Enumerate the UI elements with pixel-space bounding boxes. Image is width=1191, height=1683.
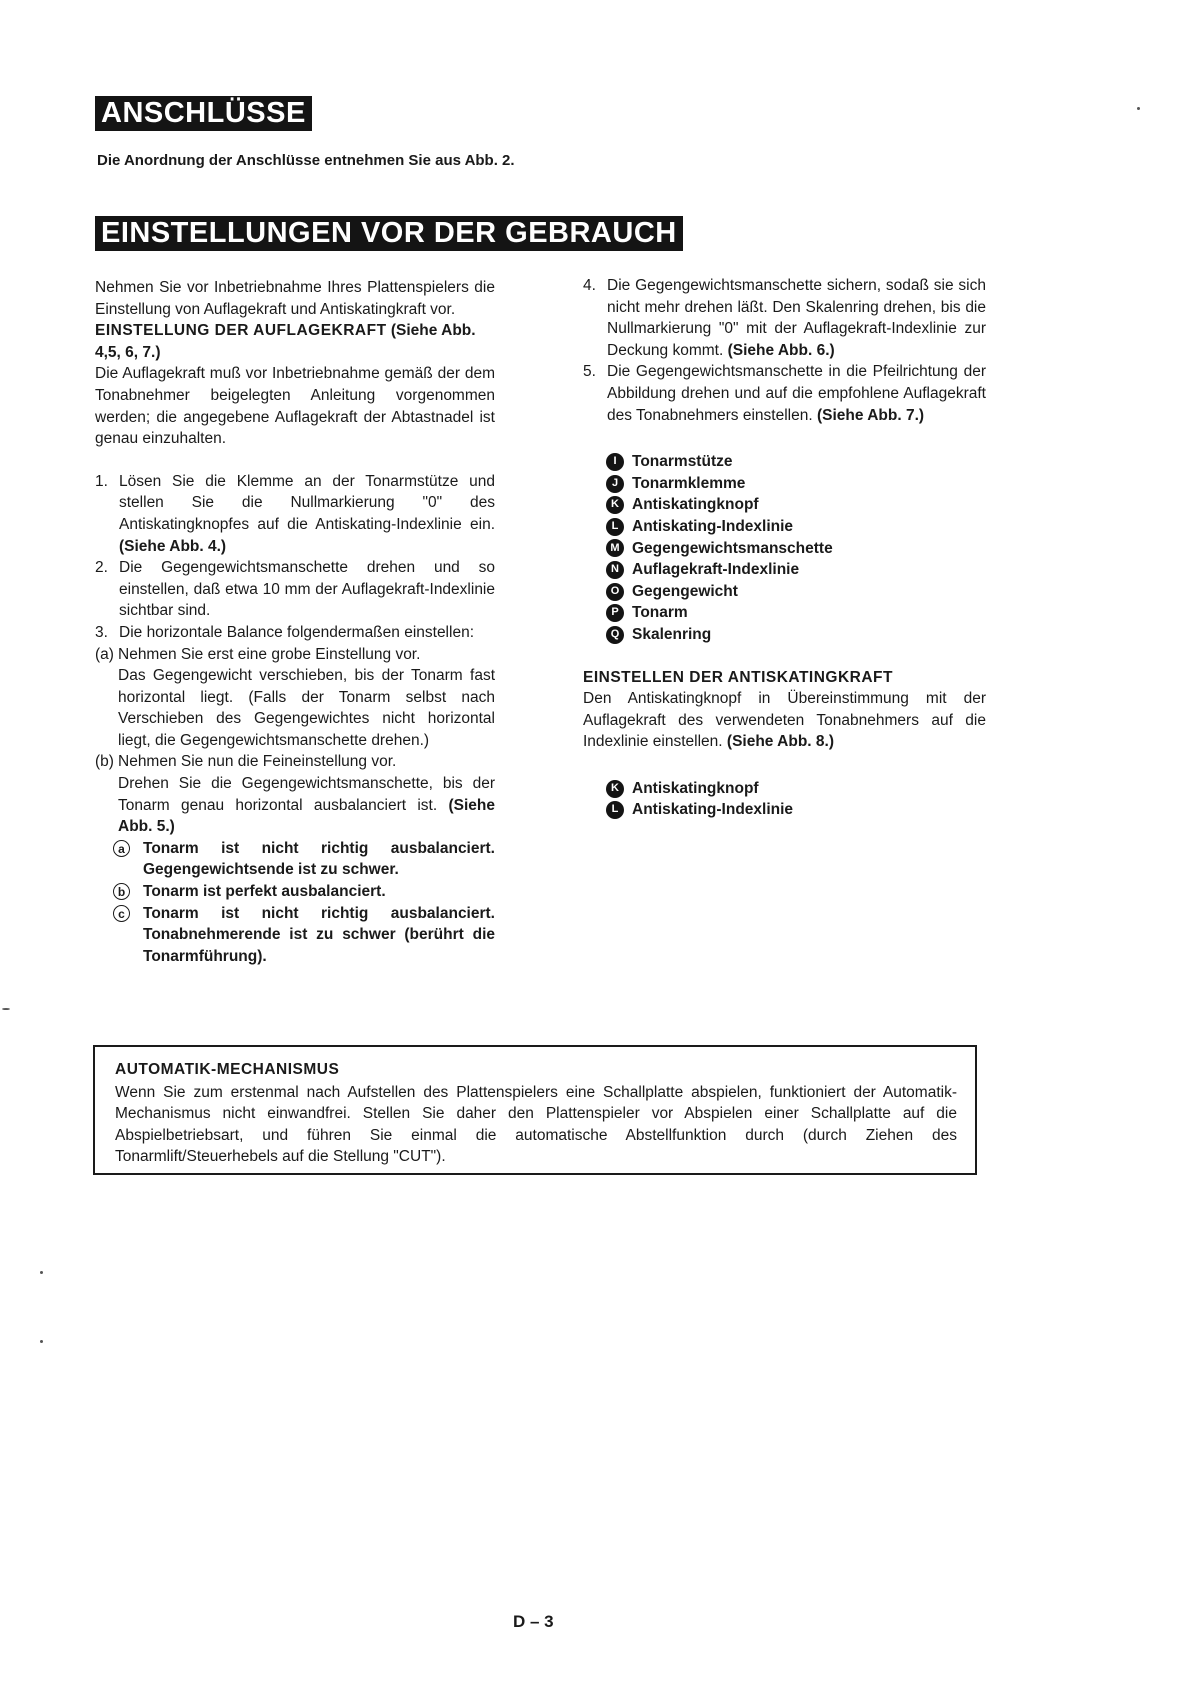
step-number: 4.: [583, 277, 596, 294]
step-5: [583, 361, 986, 426]
intro-paragraph: Nehmen Sie vor Inbetriebnahme Ihres Plattenspielers die Einstellung von Auflagekraft und Antiskatingkraft vor.: [95, 279, 495, 318]
scan-speck: [1137, 107, 1140, 110]
antiskating-text: Den Antiskatingknopf in Übereinstimmung mit der Auflagekraft des verwendeten Tonabnehmers auf die Indexlinie einstellen. (Siehe Abb. 8.): [583, 690, 986, 751]
scan-speck: [40, 1271, 43, 1274]
circled-a-icon: a: [113, 840, 130, 857]
legend-item: P Tonarm: [583, 602, 986, 624]
letter-p-icon: P: [606, 604, 624, 622]
letter-l-icon: L: [606, 801, 624, 819]
parts-legend: [583, 451, 986, 645]
balance-note-text: Tonarm ist nicht richtig ausbalanciert. Tonabnehmerende ist zu schwer (berührt die Tonarmführung).: [143, 904, 495, 965]
antiskating-heading: EINSTELLEN DER ANTISKATINGKRAFT: [583, 668, 893, 686]
auflagekraft-ref: (Siehe Abb. 4,5, 6, 7.): [95, 322, 476, 361]
balance-note-text: Tonarm ist nicht richtig ausbalanciert. Gegengewichtsende ist zu schwer.: [143, 839, 495, 879]
balance-note-c: [95, 903, 495, 968]
letter-j-icon: J: [606, 475, 624, 493]
right-column: [583, 275, 986, 821]
step-number: 2.: [95, 559, 108, 577]
step-4: [583, 275, 986, 361]
auflagekraft-heading-line: [95, 320, 495, 363]
step-text: Die Gegengewichtsmanschette sichern, sodaß sie sich nicht mehr drehen läßt. Den Skalenring drehen, bis die Nullmarkierung "0" mit der Auflagekraft-Indexlinie zur Deckung kommt. (Siehe Abb. 6.): [607, 277, 986, 359]
legend-item: O Gegengewicht: [583, 581, 986, 603]
step-3: [95, 622, 495, 644]
substep-lead: Nehmen Sie nun die Feineinstellung vor.: [118, 753, 397, 771]
letter-q-icon: Q: [606, 626, 624, 644]
step-2: [95, 557, 495, 622]
step-text: Die Gegengewichtsmanschette in die Pfeilrichtung der Abbildung drehen und auf die empfohlene Auflagekraft des Tonabnehmers einstellen. (Siehe Abb. 7.): [607, 363, 986, 424]
scan-speck: [40, 1340, 43, 1343]
substep-ref: (Siehe Abb. 5.): [118, 796, 495, 836]
balance-note-text: Tonarm ist perfekt ausbalanciert.: [143, 883, 386, 901]
section-title-einstellungen: EINSTELLUNGEN VOR DER GEBRAUCH: [95, 216, 683, 251]
letter-l-icon: L: [606, 518, 624, 536]
step-1: [95, 471, 495, 557]
page-number: D – 3: [513, 1612, 554, 1631]
step-number: 1.: [95, 472, 108, 490]
legend-item: J Tonarmklemme: [583, 473, 986, 495]
step-text: Die horizontale Balance folgendermaßen einstellen:: [119, 623, 474, 641]
legend-item: L Antiskating-Indexlinie: [583, 799, 986, 821]
step-number: 3.: [95, 623, 108, 641]
circled-b-icon: b: [113, 883, 130, 900]
balance-note-b: [95, 881, 495, 903]
legend-item: K Antiskatingknopf: [583, 778, 986, 800]
balance-note-a: [95, 838, 495, 881]
left-column: [95, 277, 495, 967]
letter-i-icon: I: [606, 453, 624, 471]
scan-speck: [2, 1008, 10, 1010]
legend-item: M Gegengewichtsmanschette: [583, 538, 986, 560]
legend-item: I Tonarmstütze: [583, 451, 986, 473]
substep-label: (b): [95, 753, 114, 771]
legend-item: L Antiskating-Indexlinie: [583, 516, 986, 538]
legend-item: N Auflagekraft-Indexlinie: [583, 559, 986, 581]
anschluesse-intro: Die Anordnung der Anschlüsse entnehmen Sie aus Abb. 2.: [97, 152, 515, 169]
substep-a: [95, 644, 495, 752]
circled-c-icon: c: [113, 905, 130, 922]
auflagekraft-heading: EINSTELLUNG DER AUFLAGEKRAFT: [95, 322, 387, 340]
substep-lead: Nehmen Sie erst eine grobe Einstellung vor.: [118, 645, 421, 663]
substep-b: [95, 751, 495, 837]
antiskating-legend: [583, 778, 986, 821]
automatik-box: [93, 1045, 977, 1175]
letter-k-icon: K: [606, 496, 624, 514]
automatik-heading: AUTOMATIK-MECHANISMUS: [115, 1061, 340, 1078]
auflagekraft-text: Die Auflagekraft muß vor Inbetriebnahme gemäß der dem Tonabnehmer beigelegten Anleitung vorgenommen werden; die angegebene Auflagekraft der Abtastnadel ist genau einzuhalten.: [95, 365, 495, 448]
automatik-text: Wenn Sie zum erstenmal nach Aufstellen des Plattenspielers eine Schallplatte abspielen, funktioniert der Automatik-Mechanismus nicht einwandfrei. Stellen Sie daher den Plattenspieler vor Abspielen einer Schallplatte auf die Abspielbetriebsart, und führen Sie einmal die automatische Abstellfunktion durch (durch Ziehen des Tonarmlift/Steuerhebels auf die Stellung "CUT").: [115, 1083, 957, 1166]
substep-label: (a): [95, 645, 114, 663]
legend-item: K Antiskatingknopf: [583, 494, 986, 516]
substep-text: Das Gegengewicht verschieben, bis der Tonarm fast horizontal liegt. (Falls der Tonarm selbst nach Verschieben des Gegengewichtes nicht horizontal liegt, die Gegengewichtsmanschette drehen.): [118, 667, 495, 749]
step-text: Die Gegengewichtsmanschette drehen und so einstellen, daß etwa 10 mm der Auflagekraft-Indexlinie sichtbar sind.: [119, 559, 495, 620]
letter-n-icon: N: [606, 561, 624, 579]
substep-text: Drehen Sie die Gegengewichtsmanschette, bis der Tonarm genau horizontal ausbalanciert ist.: [118, 775, 495, 814]
step-text: Lösen Sie die Klemme an der Tonarmstütze und stellen Sie die Nullmarkierung "0" des Antiskatingknopfes auf die Antiskating-Indexlinie ein. (Siehe Abb. 4.): [119, 472, 495, 555]
section-title-anschluesse: ANSCHLÜSSE: [95, 96, 312, 131]
letter-m-icon: M: [606, 539, 624, 557]
step-number: 5.: [583, 363, 596, 381]
letter-k-icon: K: [606, 780, 624, 798]
letter-o-icon: O: [606, 583, 624, 601]
legend-item: Q Skalenring: [583, 624, 986, 646]
